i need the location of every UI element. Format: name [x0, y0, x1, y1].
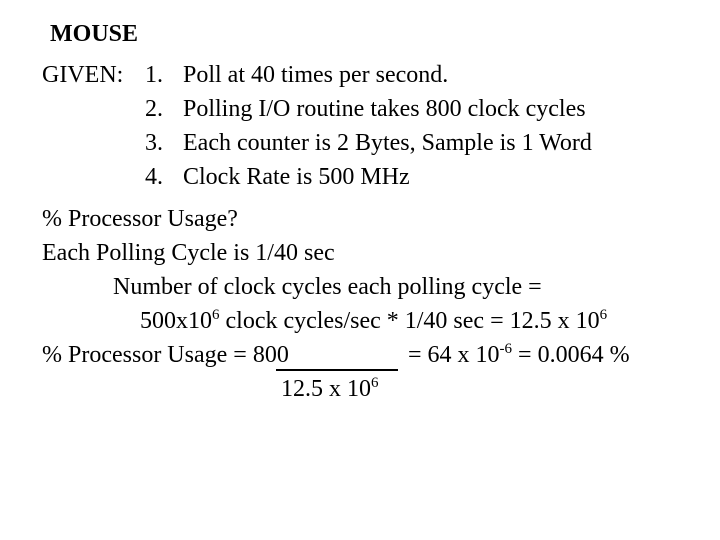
- given-item-1-number: 1.: [145, 62, 163, 88]
- question-line: % Processor Usage?: [42, 206, 238, 232]
- calculation-exponent-2: 6: [599, 307, 608, 323]
- usage-denominator-base: 12.5 x 10: [281, 376, 371, 402]
- usage-denominator-exponent: 6: [371, 375, 379, 391]
- given-item-1-text: Poll at 40 times per second.: [183, 62, 449, 88]
- fraction-bar: [276, 369, 398, 371]
- calculation-part-2: clock cycles/sec * 1/40 sec = 12.5 x 10: [219, 308, 600, 334]
- usage-denominator: [281, 375, 379, 403]
- clock-cycles-line: Number of clock cycles each polling cycle =: [113, 274, 542, 300]
- slide-title: MOUSE: [50, 21, 139, 47]
- given-item-3-number: 3.: [145, 130, 163, 156]
- given-item-4-text: Clock Rate is 500 MHz: [183, 164, 410, 190]
- usage-result-part-2: = 0.0064 %: [512, 342, 630, 368]
- given-item-2-number: 2.: [145, 96, 163, 122]
- usage-result-exponent: -6: [499, 341, 513, 357]
- polling-cycle-line: Each Polling Cycle is 1/40 sec: [42, 240, 335, 266]
- usage-result: [408, 341, 630, 369]
- given-label: GIVEN:: [42, 62, 124, 88]
- usage-result-part-1: = 64 x 10: [408, 342, 500, 368]
- calculation-line: [140, 307, 607, 335]
- calculation-part-1: 500x10: [140, 308, 212, 334]
- given-item-2-text: Polling I/O routine takes 800 clock cycles: [183, 96, 586, 122]
- given-item-4-number: 4.: [145, 164, 163, 190]
- given-item-3-text: Each counter is 2 Bytes, Sample is 1 Word: [183, 130, 592, 156]
- usage-numerator: % Processor Usage = 800: [42, 342, 289, 368]
- calculation-exponent-1: 6: [212, 307, 220, 323]
